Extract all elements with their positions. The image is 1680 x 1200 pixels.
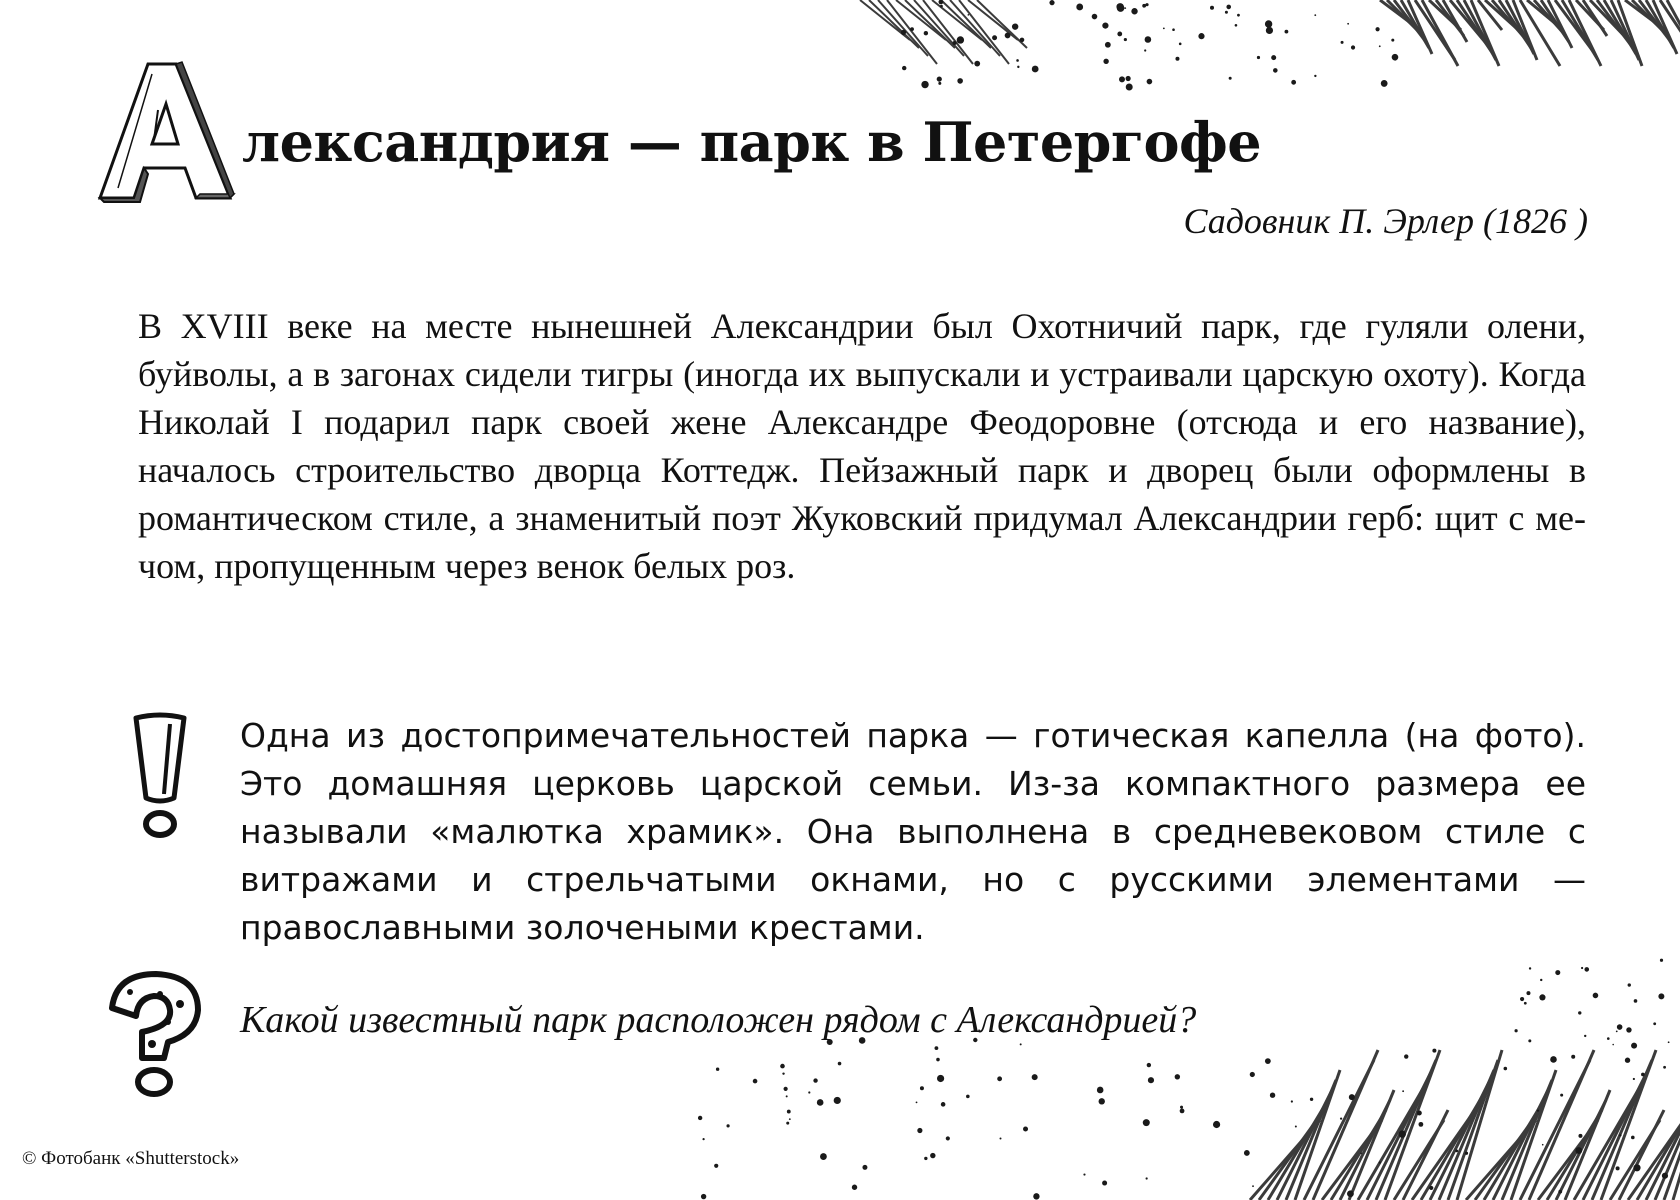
title-block [92,60,1592,210]
drop-cap-letter [92,60,242,210]
fact-text: Одна из достопримечательностей парка — готическая капелла (на фото). Это домашняя церковь царской семьи. Из-за компактного размера ее называли «малютка храмик». Она выполнена в средневековом стиле с витражами и стрельчатыми окнами, но с русскими элементами — православными золочеными крестами. [240,716,1586,947]
question-icon [102,970,212,1100]
question-text: Какой известный парк расположен рядом с Александрией? [240,999,1197,1041]
photo-credit: © Фотобанк «Shutterstock» [22,1148,240,1169]
subtitle-author: Садовник П. Эрлер (1826 ) [1183,201,1588,241]
page-title: лександрия — парк в Петергофе [242,110,1262,174]
body-paragraph: В XVIII веке на месте нынешней Александрии был Охотничий парк, где гуляли олени, буйволы, а в загонах сидели тигры (иногда их выпускали и устраивали царскую охоту). Когда Николай I подарил парк своей жене Александре Феодоровне (отсюда и его название), началось строительство дворца Коттедж. Пейзажный парк и дворец были оформлены в романтическом стиле, а знаменитый поэт Жуковский придумал Александрии герб: щит с мечом, пропущенным через венок белых роз. [138,306,1586,586]
exclamation-icon [130,712,190,842]
